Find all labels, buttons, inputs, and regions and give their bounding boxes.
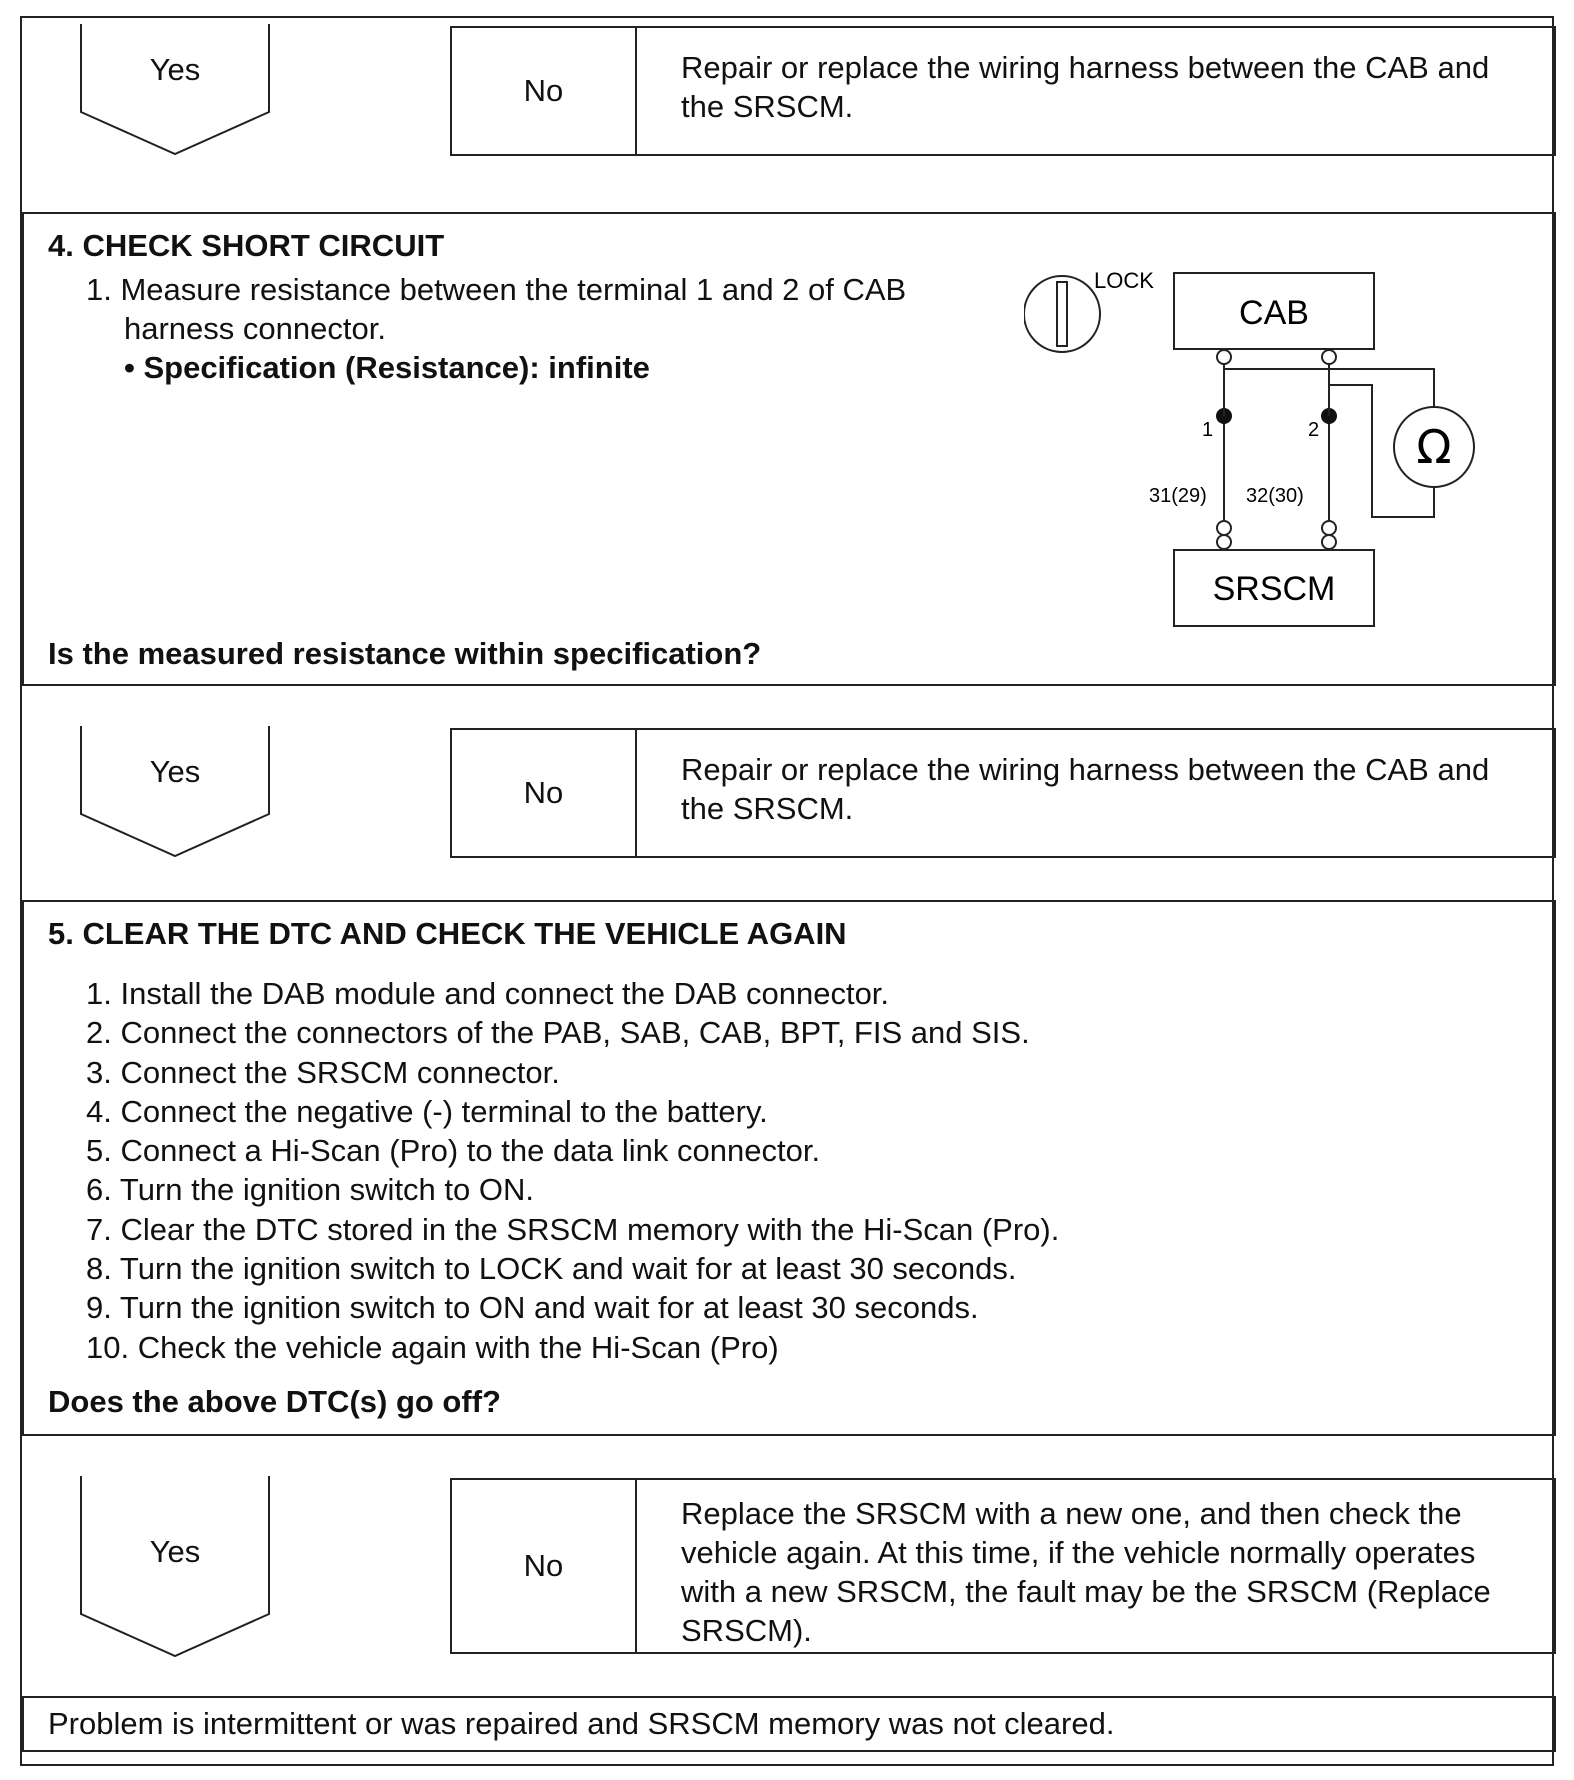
list-item: 10. Check the vehicle again with the Hi-Scan (Pro) bbox=[86, 1329, 779, 1365]
yes-arrow-3 bbox=[80, 1476, 270, 1658]
pin-1-label: 1 bbox=[1202, 419, 1214, 441]
terminal bbox=[1322, 535, 1336, 549]
final-text: Problem is intermittent or was repaired and SRSCM memory was not cleared. bbox=[48, 1706, 1115, 1741]
wiring-diagram bbox=[1024, 272, 1534, 632]
step-5-section bbox=[22, 900, 1556, 1436]
list-item: 9. Turn the ignition switch to ON and wait for at least 30 seconds. bbox=[86, 1290, 979, 1326]
yes-label: Yes bbox=[149, 1534, 201, 1569]
cab-label: CAB bbox=[1239, 294, 1309, 332]
lock-icon bbox=[1024, 276, 1100, 352]
no-action-text: Replace the SRSCM with a new one, and then check the vehicle again. At this time, if the vehicle normally operates with a new SRSCM, the fault may be the SRSCM (Replace SRSCM). bbox=[681, 1496, 1491, 1648]
question: Does the above DTC(s) go off? bbox=[48, 1384, 501, 1419]
ohm-symbol: Ω bbox=[1416, 420, 1452, 474]
yes-arrow-2 bbox=[80, 726, 270, 858]
terminal bbox=[1217, 350, 1231, 364]
terminal bbox=[1217, 521, 1231, 535]
list-item: 5. Connect a Hi-Scan (Pro) to the data link connector. bbox=[86, 1133, 821, 1169]
srscm-label: SRSCM bbox=[1212, 570, 1336, 608]
no-action-text: Repair or replace the wiring harness between the CAB and the SRSCM. bbox=[681, 50, 1490, 124]
no-branch-3 bbox=[450, 1478, 1556, 1654]
list-item: 4. Connect the negative (-) terminal to the battery. bbox=[86, 1093, 768, 1129]
step-list bbox=[86, 974, 1059, 1367]
yes-label: Yes bbox=[149, 754, 201, 789]
no-action-text: Repair or replace the wiring harness between the CAB and the SRSCM. bbox=[681, 752, 1490, 826]
no-branch-2 bbox=[450, 728, 1556, 858]
step-item: 1. Measure resistance between the terminal 1 and 2 of CAB bbox=[86, 272, 907, 307]
specification: • Specification (Resistance): infinite bbox=[124, 350, 650, 385]
list-item: 3. Connect the SRSCM connector. bbox=[86, 1054, 560, 1090]
pin-32-label: 32(30) bbox=[1246, 485, 1304, 507]
question: Is the measured resistance within specification? bbox=[48, 636, 762, 671]
list-item: 8. Turn the ignition switch to LOCK and wait for at least 30 seconds. bbox=[86, 1251, 1017, 1287]
no-label: No bbox=[452, 28, 637, 154]
list-item: 1. Install the DAB module and connect the DAB connector. bbox=[86, 976, 890, 1011]
final-result bbox=[22, 1696, 1556, 1752]
terminal bbox=[1217, 535, 1231, 549]
down-arrow-icon bbox=[80, 24, 270, 156]
terminal bbox=[1322, 521, 1336, 535]
step-title: 5. CLEAR THE DTC AND CHECK THE VEHICLE AGAIN bbox=[48, 916, 847, 951]
step-4-section bbox=[22, 212, 1556, 686]
yes-label: Yes bbox=[149, 52, 201, 87]
list-item: 6. Turn the ignition switch to ON. bbox=[86, 1172, 534, 1208]
yes-arrow-1 bbox=[80, 24, 270, 156]
list-item: 2. Connect the connectors of the PAB, SAB, CAB, BPT, FIS and SIS. bbox=[86, 1015, 1030, 1051]
step-title: 4. CHECK SHORT CIRCUIT bbox=[48, 228, 445, 263]
lock-label: LOCK bbox=[1094, 272, 1154, 293]
no-label: No bbox=[452, 730, 637, 856]
step-item-cont: harness connector. bbox=[124, 311, 386, 346]
pin-31-label: 31(29) bbox=[1149, 485, 1207, 507]
list-item: 7. Clear the DTC stored in the SRSCM memory with the Hi-Scan (Pro). bbox=[86, 1211, 1060, 1247]
no-branch-1 bbox=[450, 26, 1556, 156]
pin-2-label: 2 bbox=[1308, 419, 1320, 441]
down-arrow-icon bbox=[80, 726, 270, 858]
terminal bbox=[1322, 350, 1336, 364]
no-label: No bbox=[452, 1480, 637, 1652]
